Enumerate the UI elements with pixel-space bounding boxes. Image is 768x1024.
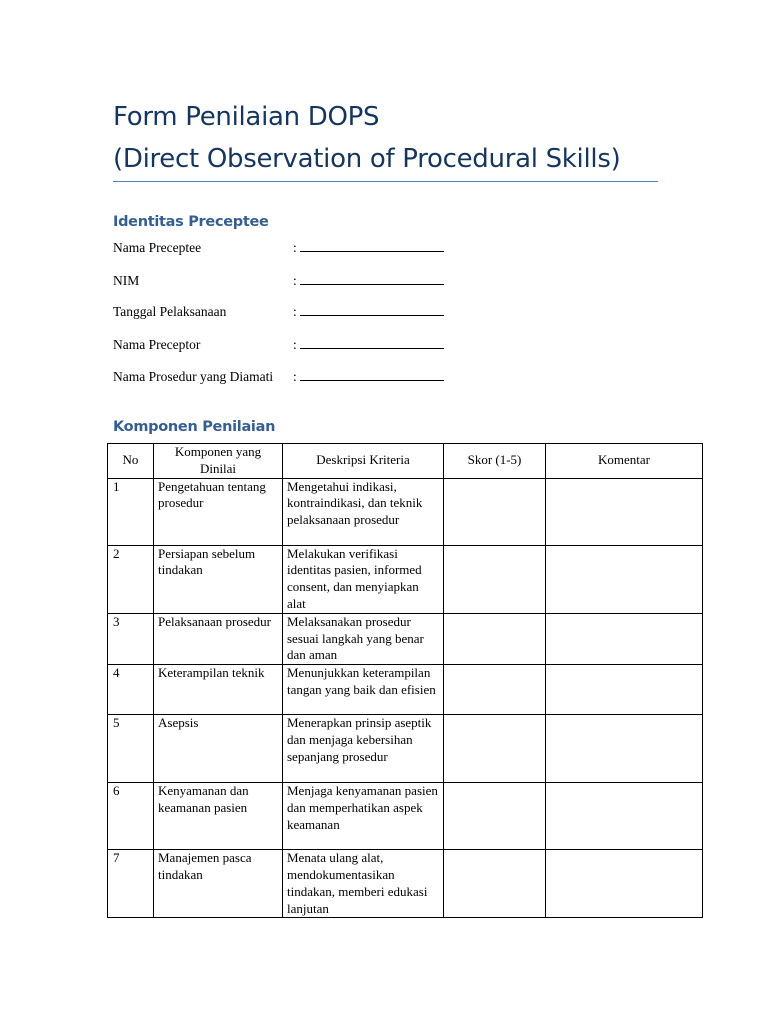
assessment-section-heading: Komponen Penilaian [113, 419, 276, 435]
row-number: 7 [108, 850, 154, 918]
row-number: 4 [108, 665, 154, 715]
form-title-line-2: (Direct Observation of Procedural Skills) [113, 144, 621, 174]
field-tanggal-pelaksanaan [113, 303, 444, 321]
comment-cell[interactable] [546, 665, 703, 715]
comment-cell[interactable] [546, 783, 703, 850]
nim-input-line[interactable] [300, 272, 444, 285]
field-separator: : [293, 273, 297, 288]
component-cell: Pengetahuan tentang prosedur [154, 478, 283, 545]
form-title-line-1: Form Penilaian DOPS [113, 102, 380, 132]
score-cell[interactable] [444, 613, 546, 664]
field-nama-preceptor [113, 336, 444, 354]
table-row [108, 613, 703, 664]
comment-cell[interactable] [546, 613, 703, 664]
score-cell[interactable] [444, 478, 546, 545]
column-header-skor: Skor (1-5) [444, 444, 546, 479]
field-nama-prosedur [113, 368, 444, 386]
title-divider [113, 181, 658, 182]
comment-cell[interactable] [546, 715, 703, 783]
assessment-table [107, 443, 703, 918]
tanggal-pelaksanaan-input-line[interactable] [300, 303, 444, 316]
field-label: Nama Preceptee [113, 240, 202, 255]
row-number: 6 [108, 783, 154, 850]
table-header-row [108, 444, 703, 479]
table-row [108, 545, 703, 613]
field-label: NIM [113, 273, 140, 288]
field-label: Nama Preceptor [113, 337, 201, 352]
criteria-cell: Melakukan verifikasi identitas pasien, informed consent, dan menyiapkan alat [283, 545, 444, 613]
table-row [108, 783, 703, 850]
criteria-cell: Menata ulang alat, mendokumentasikan tindakan, memberi edukasi lanjutan [283, 850, 444, 918]
field-label: Tanggal Pelaksanaan [113, 304, 227, 319]
score-cell[interactable] [444, 850, 546, 918]
criteria-cell: Menerapkan prinsip aseptik dan menjaga kebersihan sepanjang prosedur [283, 715, 444, 783]
criteria-cell: Menunjukkan keterampilan tangan yang baik dan efisien [283, 665, 444, 715]
field-label: Nama Prosedur yang Diamati [113, 369, 274, 384]
component-cell: Keterampilan teknik [154, 665, 283, 715]
field-nim [113, 272, 444, 290]
field-nama-preceptee [113, 239, 444, 257]
row-number: 3 [108, 613, 154, 664]
row-number: 2 [108, 545, 154, 613]
criteria-cell: Menjaga kenyamanan pasien dan memperhatikan aspek keamanan [283, 783, 444, 850]
column-header-deskripsi: Deskripsi Kriteria [283, 444, 444, 479]
component-cell: Persiapan sebelum tindakan [154, 545, 283, 613]
comment-cell[interactable] [546, 478, 703, 545]
field-separator: : [293, 240, 297, 255]
nama-preceptee-input-line[interactable] [300, 239, 444, 252]
score-cell[interactable] [444, 545, 546, 613]
identity-section-heading: Identitas Preceptee [113, 214, 269, 230]
score-cell[interactable] [444, 783, 546, 850]
comment-cell[interactable] [546, 545, 703, 613]
field-separator: : [293, 369, 297, 384]
table-row [108, 478, 703, 545]
component-cell: Kenyamanan dan keamanan pasien [154, 783, 283, 850]
nama-preceptor-input-line[interactable] [300, 336, 444, 349]
score-cell[interactable] [444, 665, 546, 715]
criteria-cell: Melaksanakan prosedur sesuai langkah yang benar dan aman [283, 613, 444, 664]
criteria-cell: Mengetahui indikasi, kontraindikasi, dan teknik pelaksanaan prosedur [283, 478, 444, 545]
component-cell: Pelaksanaan prosedur [154, 613, 283, 664]
comment-cell[interactable] [546, 850, 703, 918]
component-cell: Asepsis [154, 715, 283, 783]
field-separator: : [293, 304, 297, 319]
table-row [108, 665, 703, 715]
field-separator: : [293, 337, 297, 352]
column-header-komponen: Komponen yang Dinilai [154, 444, 283, 479]
score-cell[interactable] [444, 715, 546, 783]
form-title [113, 96, 620, 180]
column-header-komentar: Komentar [546, 444, 703, 479]
row-number: 5 [108, 715, 154, 783]
nama-prosedur-input-line[interactable] [300, 368, 444, 381]
table-row [108, 850, 703, 918]
component-cell: Manajemen pasca tindakan [154, 850, 283, 918]
row-number: 1 [108, 478, 154, 545]
table-row [108, 715, 703, 783]
column-header-no: No [108, 444, 154, 479]
